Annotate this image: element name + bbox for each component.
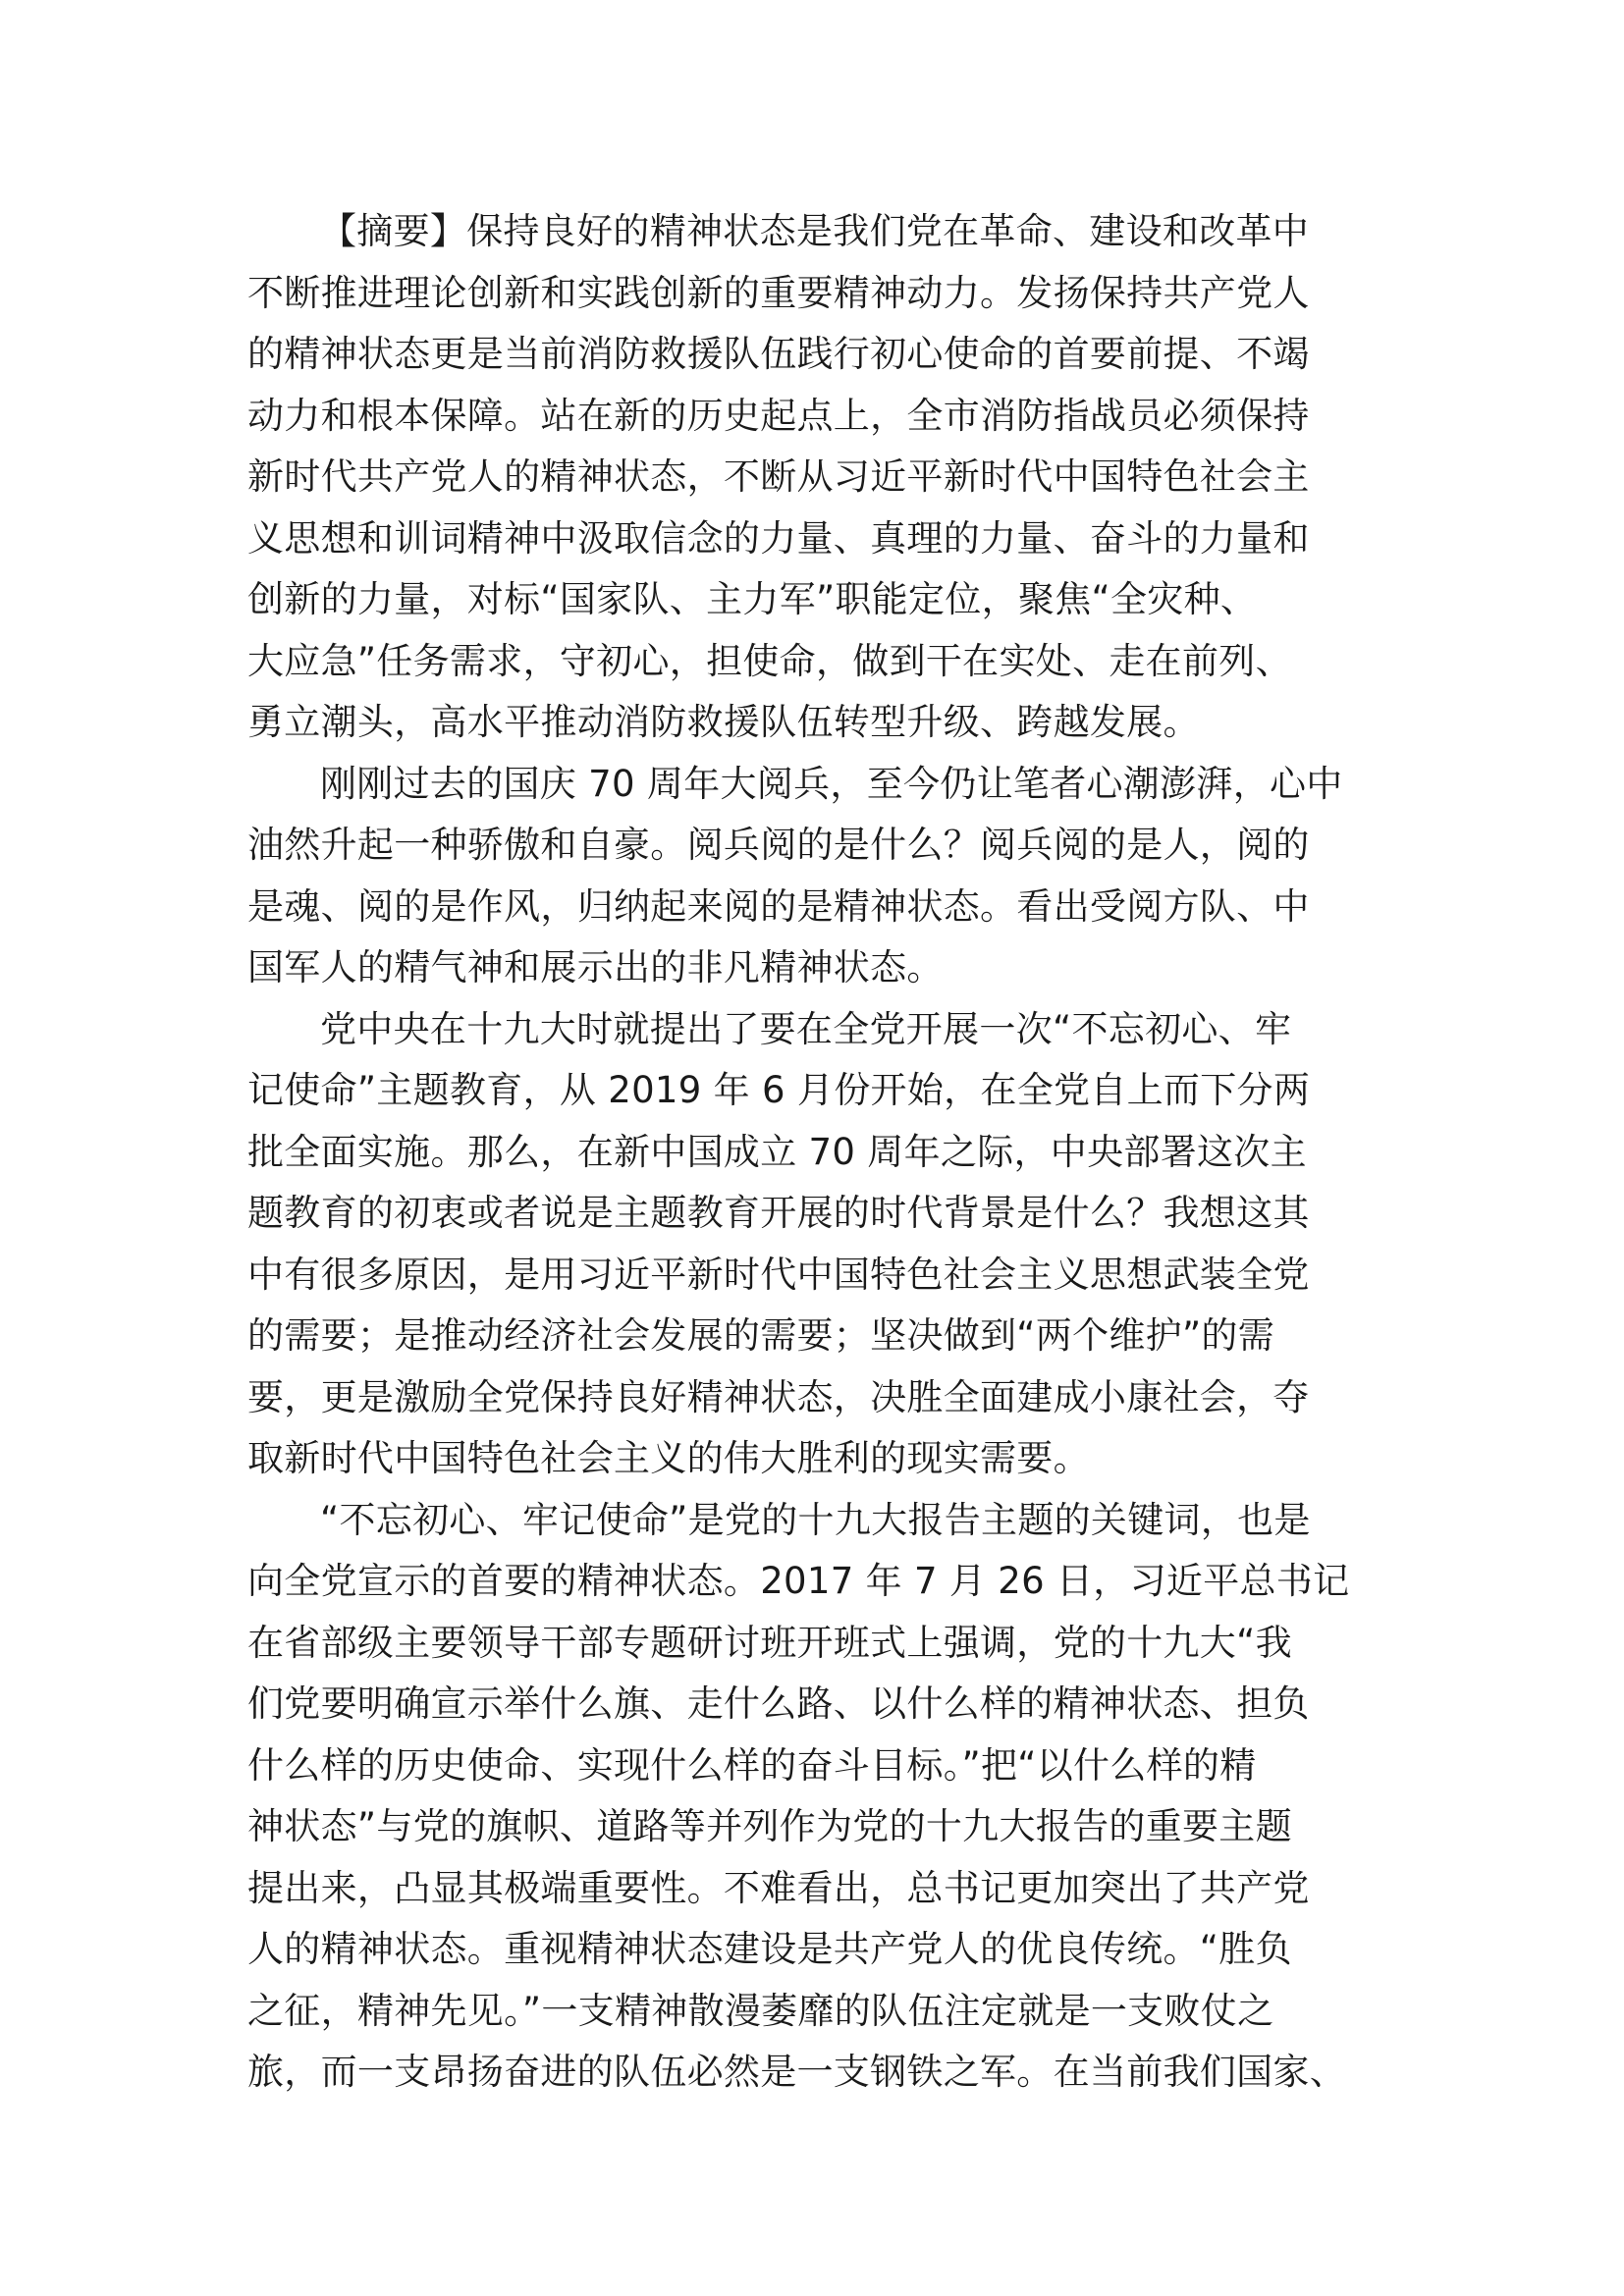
text-line: 旅，而一支昂扬奋进的队伍必然是一支钢铁之军。在当前我们国家、 xyxy=(247,2051,1346,2093)
text-line: 国军人的精气神和展示出的非凡精神状态。 xyxy=(247,946,944,988)
text-line: 记使命”主题教育，从 2019 年 6 月份开始，在全党自上而下分两 xyxy=(247,1069,1311,1111)
text-line: 之征，精神先见。”一支精神散漫萎靡的队伍注定就是一支败仗之 xyxy=(247,1989,1274,2032)
education-paragraph xyxy=(247,999,1386,1490)
text-line: 动力和根本保障。站在新的历史起点上，全市消防指战员必须保持 xyxy=(247,394,1310,437)
text-line: 什么样的历史使命、实现什么样的奋斗目标。”把“以什么样的精 xyxy=(247,1743,1257,1787)
text-line: 批全面实施。那么，在新中国成立 70 周年之际，中央部署这次主 xyxy=(247,1130,1307,1173)
text-line: 取新时代中国特色社会主义的伟大胜利的现实需要。 xyxy=(247,1437,1090,1479)
text-line: 新时代共产党人的精神状态，不断从习近平新时代中国特色社会主 xyxy=(247,455,1310,498)
text-line: 创新的力量，对标“国家队、主力军”职能定位，聚焦“全灾种、 xyxy=(247,578,1258,620)
mission-paragraph xyxy=(247,1490,1386,2104)
text-line: 题教育的初衷或者说是主题教育开展的时代背景是什么？我想这其 xyxy=(247,1192,1310,1234)
text-line: 是魂、阅的是作风，归纳起来阅的是精神状态。看出受阅方队、中 xyxy=(247,884,1310,928)
text-line: 油然升起一种骄傲和自豪。阅兵阅的是什么？阅兵阅的是人，阅的 xyxy=(247,824,1310,866)
text-line: 党中央在十九大时就提出了要在全党开展一次“不忘初心、牢 xyxy=(320,1007,1292,1050)
text-line: 的需要；是推动经济社会发展的需要；坚决做到“两个维护”的需 xyxy=(247,1314,1275,1357)
text-line: 刚刚过去的国庆 70 周年大阅兵，至今仍让笔者心潮澎湃，心中 xyxy=(320,762,1343,805)
text-line: 义思想和训词精神中汲取信念的力量、真理的力量、奋斗的力量和 xyxy=(247,516,1310,560)
text-line: 要，更是激励全党保持良好精神状态，决胜全面建成小康社会，夺 xyxy=(247,1375,1310,1418)
abstract-paragraph xyxy=(247,201,1386,754)
text-line: 的精神状态更是当前消防救援队伍践行初心使命的首要前提、不竭 xyxy=(247,333,1310,375)
text-line: 人的精神状态。重视精神状态建设是共产党人的优良传统。“胜负 xyxy=(247,1928,1292,1970)
text-line: 不断推进理论创新和实践创新的重要精神动力。发扬保持共产党人 xyxy=(247,271,1310,314)
text-line: 勇立潮头，高水平推动消防救援队伍转型升级、跨越发展。 xyxy=(247,701,1200,743)
text-line: 提出来，凸显其极端重要性。不难看出，总书记更加突出了共产党 xyxy=(247,1866,1310,1909)
text-line: 向全党宣示的首要的精神状态。2017 年 7 月 26 日，习近平总书记 xyxy=(247,1560,1350,1602)
text-line: 在省部级主要领导干部专题研讨班开班式上强调，党的十九大“我 xyxy=(247,1621,1292,1664)
document-body xyxy=(247,201,1386,2104)
text-line: 们党要明确宣示举什么旗、走什么路、以什么样的精神状态、担负 xyxy=(247,1682,1310,1725)
text-line: 神状态”与党的旗帜、道路等并列作为党的十九大报告的重要主题 xyxy=(247,1805,1292,1847)
text-line: 中有很多原因，是用习近平新时代中国特色社会主义思想武装全党 xyxy=(247,1253,1310,1296)
text-line: “不忘初心、牢记使命”是党的十九大报告主题的关键词，也是 xyxy=(320,1498,1311,1541)
parade-paragraph xyxy=(247,754,1386,999)
text-line: 【摘要】保持良好的精神状态是我们党在革命、建设和改革中 xyxy=(320,210,1310,252)
text-line: 大应急”任务需求，守初心，担使命，做到干在实处、走在前列、 xyxy=(247,639,1292,682)
